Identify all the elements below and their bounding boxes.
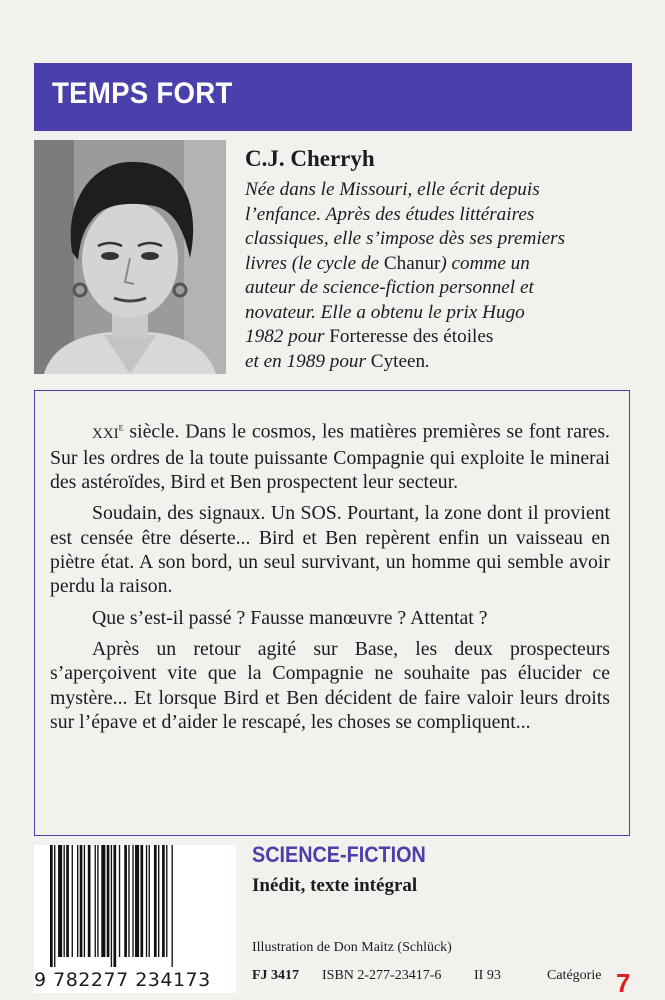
category-label: Catégorie xyxy=(547,968,602,983)
bio-line xyxy=(245,227,625,252)
barcode-bar xyxy=(66,845,69,957)
bio-line xyxy=(245,252,625,277)
bio-segment: Forteresse des étoiles xyxy=(329,326,494,347)
bio-segment: Cyteen xyxy=(370,350,426,372)
barcode-bar xyxy=(158,845,159,957)
barcode-bar xyxy=(154,845,157,957)
barcode-bars xyxy=(48,845,226,969)
bio-segment: auteur de science-fiction personnel et xyxy=(245,277,534,298)
bio-segment: ) comme un xyxy=(440,252,530,274)
barcode-bar xyxy=(84,845,85,957)
century-superscript: e xyxy=(118,421,124,433)
barcode-bar xyxy=(54,845,55,967)
barcode-bar xyxy=(162,845,165,957)
century-numeral xyxy=(92,421,124,443)
header-banner xyxy=(34,63,632,131)
barcode-bar xyxy=(119,845,120,957)
barcode-bar xyxy=(132,845,133,957)
barcode-bar xyxy=(166,845,167,957)
barcode-bar xyxy=(128,845,129,957)
bio-line xyxy=(245,178,625,203)
author-photo xyxy=(34,140,226,374)
barcode-bar xyxy=(80,845,83,957)
barcode-bar xyxy=(58,845,62,957)
bio-segment: et en 1989 pour xyxy=(245,350,371,372)
barcode-bar xyxy=(88,845,91,957)
bio-segment: Née dans le Missouri, elle écrit depuis xyxy=(245,179,540,200)
barcode-bar xyxy=(107,845,110,957)
bio-line xyxy=(245,350,625,375)
edition-label: Inédit, texte intégral xyxy=(252,875,418,896)
genre-label: SCIENCE-FICTION xyxy=(252,842,426,867)
synopsis-paragraph-1 xyxy=(50,415,610,494)
fj-code: FJ 3417 xyxy=(252,968,300,983)
barcode-bar xyxy=(113,845,116,967)
synopsis-paragraph-2: Soudain, des signaux. Un SOS. Pourtant, la zone dont il provient est censée être déserte... Bird et Ben repèrent enfin un vaisseau en piètre état. A son bord, un seul survivant, un homme qui semble avoir perdu la raison. xyxy=(50,502,610,598)
author-portrait-image xyxy=(34,140,226,374)
author-name: C.J. Cherryh xyxy=(245,146,375,171)
bio-segment: Chanur xyxy=(383,252,441,274)
barcode-bar xyxy=(111,845,112,967)
barcode-bar xyxy=(124,845,127,957)
synopsis-paragraph-3: Que s’est-il passé ? Fausse manœuvre ? Attentat ? xyxy=(92,606,488,629)
barcode xyxy=(34,845,236,993)
bio-line xyxy=(245,276,625,301)
barcode-bar xyxy=(101,845,105,957)
barcode-bar xyxy=(64,845,65,957)
author-bio xyxy=(245,178,625,374)
barcode-bar xyxy=(97,845,98,957)
barcode-bar xyxy=(95,845,96,957)
synopsis-text xyxy=(50,415,610,741)
barcode-bar xyxy=(149,845,150,957)
print-code: II 93 xyxy=(474,968,501,983)
barcode-bar xyxy=(140,845,143,957)
barcode-bar xyxy=(146,845,147,957)
bio-segment: classiques, elle s’impose dès ses premiers xyxy=(245,228,566,249)
bio-line xyxy=(245,203,625,228)
barcode-bar xyxy=(135,845,139,957)
banner-title: TEMPS FORT xyxy=(52,77,233,110)
synopsis-paragraph-4: Après un retour agité sur Base, les deux prospecteurs s’aperçoivent vite que la Compagnie ne souhaite pas élucider ce mystère... Et lorsque Bird et Ben décident de faire valoir leurs droits sur l’épave et d’aider le rescapé, les choses se compliquent... xyxy=(50,637,610,733)
bio-segment: 1982 pour xyxy=(245,326,330,347)
bio-segment: . xyxy=(425,350,430,372)
bio-segment: livres (le cycle de xyxy=(245,252,384,274)
century: XXI xyxy=(92,425,119,442)
synopsis-p1-text: siècle. Dans le cosmos, les matières premières se font rares. Sur les ordres de la toute puissante Compagnie qui exploite le minerai des astéroïdes, Bird et Ben prospectent leur secteur. xyxy=(50,420,610,494)
barcode-bar xyxy=(172,845,173,967)
bio-segment: l’enfance. Après des études littéraires xyxy=(245,203,535,225)
bio-segment: novateur. Elle a obtenu le prix Hugo xyxy=(245,301,525,323)
illustration-credit: Illustration de Don Maitz (Schlück) xyxy=(252,940,452,955)
barcode-bar xyxy=(50,845,53,967)
barcode-digits: 9 782277 234173 xyxy=(34,969,211,991)
bio-line xyxy=(245,301,625,326)
isbn: ISBN 2-277-23417-6 xyxy=(322,968,442,983)
barcode-bar xyxy=(72,845,73,957)
bio-line xyxy=(245,325,625,350)
category-number: 7 xyxy=(616,968,631,998)
barcode-bar xyxy=(77,845,78,957)
